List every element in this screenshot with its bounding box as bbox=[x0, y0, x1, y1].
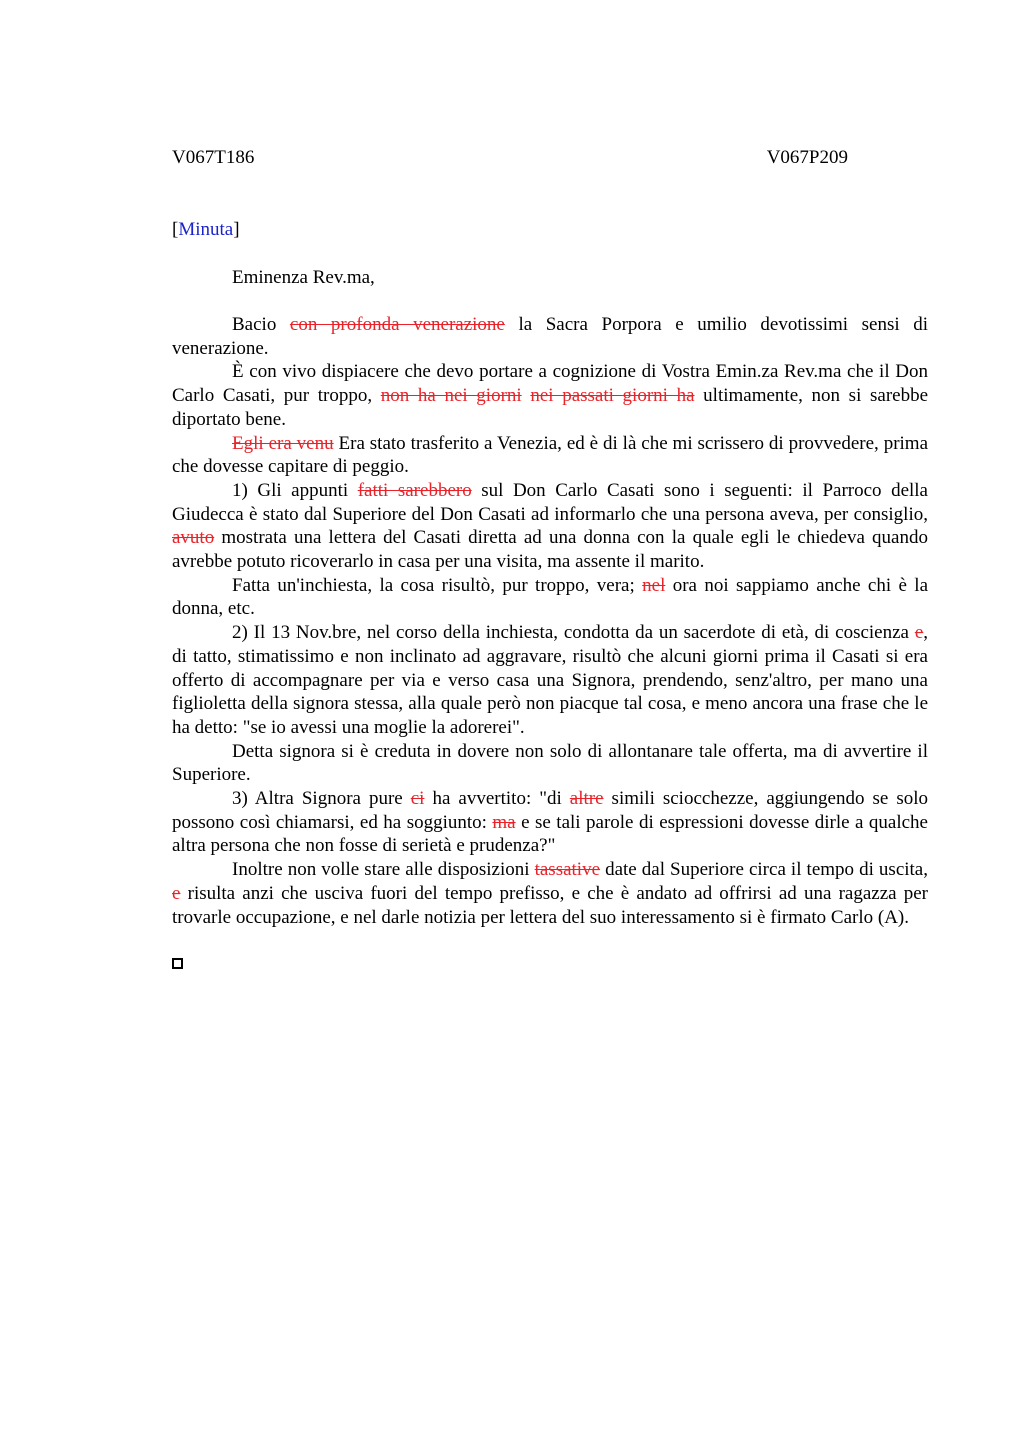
minuta-link[interactable]: Minuta bbox=[178, 219, 234, 240]
square-outline-icon bbox=[172, 958, 183, 969]
deleted-text: e bbox=[172, 882, 181, 904]
text-segment: , di tatto, stimatissimo e non inclinato ad aggravare, risultò che alcuni giorni prima il Casati si era offerto di accompagnare per via e verso casa una Signora, prendendo, senz'altro, per mano una figlioletta della signora stessa, alla quale però non piacque tal cosa, e meno ancora una frase che le ha detto: "se io avessi una moglie la adorerei". bbox=[172, 622, 928, 738]
paragraph bbox=[172, 479, 928, 574]
text-segment: Detta signora si è creduta in dovere non solo di allontanare tale offerta, ma di avvertire il Superiore. bbox=[172, 740, 928, 786]
text-segment: ora noi sappiamo anche chi è la donna, etc. bbox=[172, 574, 928, 620]
deleted-text: nei passati giorni ha bbox=[530, 385, 695, 407]
text-segment: Fatta un'inchiesta, la cosa risultò, pur troppo, vera; bbox=[232, 574, 643, 596]
paragraph bbox=[172, 313, 928, 360]
paragraph bbox=[172, 858, 928, 929]
deleted-text: ma bbox=[492, 811, 516, 833]
text-segment: simili sciocchezze, aggiungendo se solo possono così chiamarsi, ed ha soggiunto: bbox=[172, 788, 928, 833]
text-segment: Era stato trasferito a Venezia, ed è di là che mi scrissero di provvedere, prima che dovesse capitare di peggio. bbox=[172, 432, 929, 478]
deleted-text: nel bbox=[642, 574, 666, 596]
deleted-text: tassative bbox=[534, 859, 601, 881]
text-segment: date dal Superiore circa il tempo di uscita, bbox=[600, 859, 928, 881]
bracket-close: ] bbox=[233, 219, 240, 240]
text-segment: la Sacra Porpora e umilio devotissimi sensi di venerazione. bbox=[172, 314, 928, 359]
text-segment: risulta anzi che usciva fuori del tempo prefisso, e che è andato ad offrirsi ad una ragazza per trovarle occupazione, e nel darle notizia per lettera del suo interessamento si è firmato Carlo (A). bbox=[172, 882, 928, 928]
paragraph bbox=[172, 360, 928, 431]
text-segment: sul Don Carlo Casati sono i seguenti: il Parroco della Giudecca è stato dal Superiore del Don Casati ad informarlo che una persona aveva, per consiglio, bbox=[172, 479, 928, 525]
letter-body bbox=[172, 313, 928, 929]
text-segment: ultimamente, non si sarebbe diportato bene. bbox=[172, 385, 929, 430]
paragraph bbox=[172, 621, 928, 740]
paragraph bbox=[172, 740, 928, 787]
deleted-text: ci bbox=[410, 788, 425, 810]
text-segment: mostrata una lettera del Casati diretta ad una donna con la quale egli le chiedeva quando avrebbe potuto ricoverarlo in casa per una visita, ma assente il marito. bbox=[172, 527, 928, 573]
deleted-text: Egli era venu bbox=[232, 432, 334, 454]
text-segment: 1) Gli appunti bbox=[232, 479, 358, 501]
paragraph bbox=[172, 432, 928, 479]
paragraph bbox=[172, 574, 928, 621]
deleted-text: non ha nei giorni bbox=[380, 385, 522, 407]
text-segment: ha avvertito: "di bbox=[424, 788, 570, 810]
deleted-text: e bbox=[914, 622, 924, 644]
code-left: V067T186 bbox=[172, 147, 255, 168]
deleted-text: avuto bbox=[172, 527, 215, 549]
code-right: V067P209 bbox=[766, 147, 848, 168]
deleted-text: con profonda venerazione bbox=[289, 314, 505, 335]
paragraph bbox=[172, 787, 928, 858]
salutation: Eminenza Rev.ma, bbox=[232, 267, 375, 288]
bracket-open: [ bbox=[172, 219, 179, 240]
deleted-text: fatti sarebbero bbox=[357, 479, 472, 501]
text-segment: Inoltre non volle stare alle disposizioni bbox=[232, 859, 535, 881]
deleted-text: altre bbox=[569, 788, 604, 810]
text-segment: 2) Il 13 Nov.bre, nel corso della inchiesta, condotta da un sacerdote di età, di coscienza bbox=[232, 622, 915, 644]
text-segment: È con vivo dispiacere che devo portare a cognizione di Vostra Emin.za Rev.ma che il Don Carlo Casati, pur troppo, bbox=[172, 361, 928, 407]
text-segment: Bacio bbox=[232, 314, 290, 335]
minuta-label bbox=[172, 218, 240, 242]
text-segment: 3) Altra Signora pure bbox=[232, 788, 411, 810]
text-segment: e se tali parole di espressioni dovesse dirle a qualche altra persona che non fosse di serietà e prudenza?" bbox=[172, 811, 928, 857]
